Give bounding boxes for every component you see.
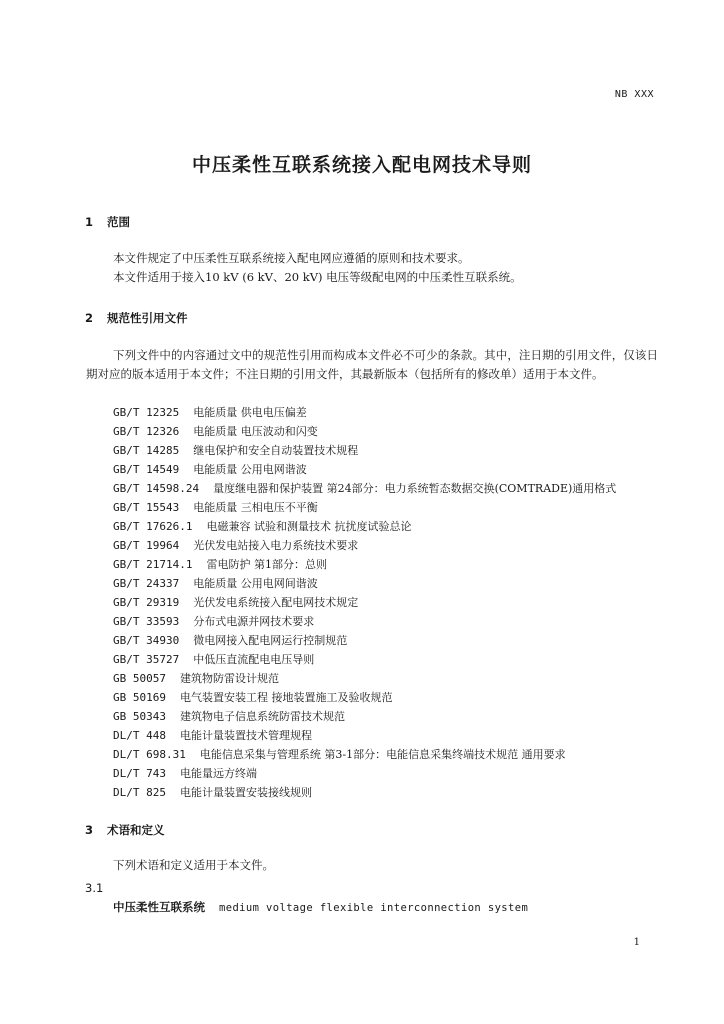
reference-code: GB 50343 <box>113 710 166 723</box>
reference-code: GB/T 17626.1 <box>113 520 193 533</box>
reference-title: 电磁兼容 试验和测量技术 抗扰度试验总论 <box>206 520 412 533</box>
reference-list <box>113 403 616 802</box>
reference-item <box>113 631 616 650</box>
reference-code: GB/T 15543 <box>113 501 180 514</box>
reference-item <box>113 403 616 422</box>
reference-title: 电能计量装置安装接线规则 <box>179 786 312 799</box>
reference-title: 电能质量 公用电网谐波 <box>193 463 307 476</box>
reference-code: DL/T 743 <box>113 767 166 780</box>
reference-title: 电能质量 三相电压不平衡 <box>193 501 318 514</box>
section-title: 规范性引用文件 <box>107 311 188 325</box>
reference-item <box>113 669 616 688</box>
reference-title: 建筑物防雷设计规范 <box>179 672 279 685</box>
reference-item <box>113 612 616 631</box>
section-3-intro <box>86 856 658 875</box>
reference-title: 电能质量 电压波动和闪变 <box>193 425 318 438</box>
reference-item <box>113 745 616 764</box>
reference-title: 继电保护和安全自动装置技术规程 <box>193 444 359 457</box>
paragraph: 本文件适用于接入10 kV (6 kV、20 kV) 电压等级配电网的中压柔性互联系统。 <box>113 270 522 284</box>
reference-title: 微电网接入配电网运行控制规范 <box>193 634 348 647</box>
reference-code: GB 50169 <box>113 691 166 704</box>
reference-item <box>113 536 616 555</box>
reference-code: GB/T 21714.1 <box>113 558 193 571</box>
section-title: 术语和定义 <box>107 823 165 837</box>
reference-item <box>113 441 616 460</box>
reference-code: DL/T 448 <box>113 729 166 742</box>
page-number: 1 <box>633 937 640 948</box>
reference-code: GB/T 34930 <box>113 634 180 647</box>
term-entry <box>113 899 528 915</box>
term-number: 3.1 <box>85 881 104 895</box>
reference-code: GB/T 12326 <box>113 425 180 438</box>
reference-code: GB/T 19964 <box>113 539 180 552</box>
reference-code: GB/T 24337 <box>113 577 180 590</box>
reference-code: GB/T 14598.24 <box>113 482 200 495</box>
reference-item <box>113 783 616 802</box>
reference-item <box>113 460 616 479</box>
section-1-body <box>86 249 658 287</box>
reference-title: 分布式电源并网技术要求 <box>193 615 315 628</box>
reference-item <box>113 517 616 536</box>
reference-item <box>113 688 616 707</box>
reference-code: DL/T 698.31 <box>113 748 186 761</box>
document-title: 中压柔性互联系统接入配电网技术导则 <box>191 154 532 176</box>
reference-title: 电能量远方终端 <box>179 767 257 780</box>
reference-item <box>113 593 616 612</box>
reference-code: GB/T 29319 <box>113 596 180 609</box>
reference-title: 光伏发电站接入电力系统技术要求 <box>193 539 359 552</box>
paragraph: 下列文件中的内容通过文中的规范性引用而构成本文件必不可少的条款。其中，注日期的引用文件，仅该日期对应的版本适用于本文件；不注日期的引用文件，其最新版本（包括所有的修改单）适用于本文件。 <box>86 348 658 381</box>
paragraph: 下列术语和定义适用于本文件。 <box>113 858 274 872</box>
reference-item <box>113 574 616 593</box>
reference-title: 电能计量装置技术管理规程 <box>179 729 312 742</box>
term-chinese: 中压柔性互联系统 <box>113 900 205 914</box>
reference-title: 中低压直流配电电压导则 <box>193 653 315 666</box>
reference-title: 电能质量 公用电网间谐波 <box>193 577 318 590</box>
section-2-heading <box>85 310 188 326</box>
reference-item <box>113 555 616 574</box>
reference-title: 光伏发电系统接入配电网技术规定 <box>193 596 359 609</box>
reference-code: GB/T 33593 <box>113 615 180 628</box>
section-number: 2 <box>85 311 94 325</box>
reference-item <box>113 498 616 517</box>
standard-code: NB XXX <box>614 89 654 100</box>
reference-code: GB/T 14549 <box>113 463 180 476</box>
reference-code: GB/T 35727 <box>113 653 180 666</box>
reference-item <box>113 764 616 783</box>
reference-code: DL/T 825 <box>113 786 166 799</box>
reference-code: GB 50057 <box>113 672 166 685</box>
reference-code: GB/T 12325 <box>113 406 180 419</box>
reference-title: 电能信息采集与管理系统 第3-1部分：电能信息采集终端技术规范 通用要求 <box>199 748 566 761</box>
reference-title: 电能质量 供电电压偏差 <box>193 406 307 419</box>
reference-item <box>113 479 616 498</box>
reference-title: 电气装置安装工程 接地装置施工及验收规范 <box>179 691 393 704</box>
term-english: medium voltage flexible interconnection system <box>219 902 529 914</box>
reference-item <box>113 707 616 726</box>
reference-item <box>113 726 616 745</box>
reference-code: GB/T 14285 <box>113 444 180 457</box>
section-2-intro <box>86 346 658 384</box>
reference-title: 建筑物电子信息系统防雷技术规范 <box>179 710 345 723</box>
reference-item <box>113 422 616 441</box>
reference-item <box>113 650 616 669</box>
section-number: 3 <box>85 823 94 837</box>
section-number: 1 <box>85 215 94 229</box>
section-3-heading <box>85 822 165 838</box>
paragraph: 本文件规定了中压柔性互联系统接入配电网应遵循的原则和技术要求。 <box>113 251 470 265</box>
section-title: 范围 <box>107 215 130 229</box>
reference-title: 量度继电器和保护装置 第24部分：电力系统暂态数据交换(COMTRADE)通用格式 <box>213 482 617 495</box>
section-1-heading <box>85 214 130 230</box>
reference-title: 雷电防护 第1部分：总则 <box>206 558 327 571</box>
